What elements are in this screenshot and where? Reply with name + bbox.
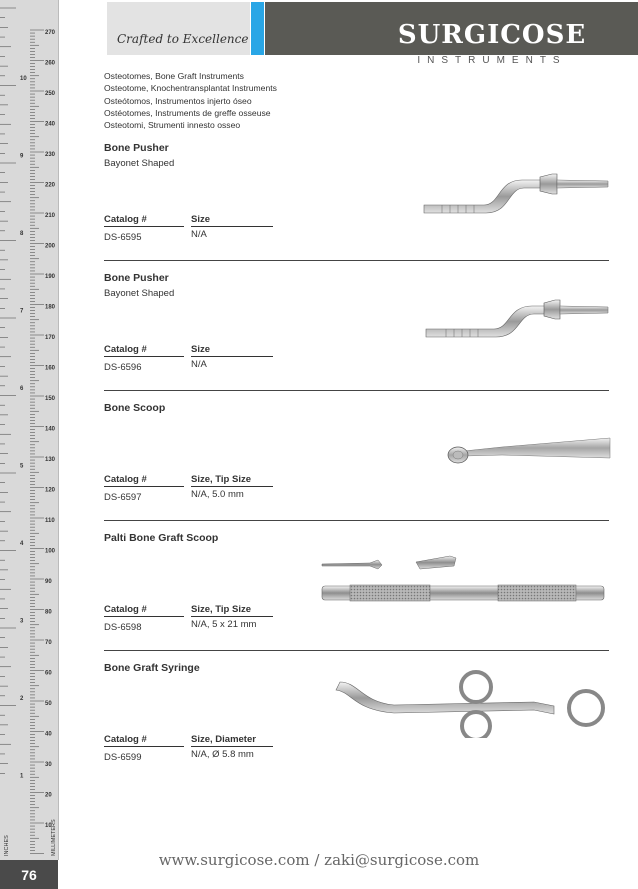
product-entry xyxy=(104,272,609,402)
millimeters-label: MILLIMETERS xyxy=(51,819,57,856)
size-header: Size xyxy=(191,214,273,227)
mm-label: 60 xyxy=(45,670,52,677)
bone-scoop-icon xyxy=(442,434,612,468)
mm-label: 50 xyxy=(45,701,52,707)
ruler xyxy=(0,0,59,860)
category-line: Osteotome, Knochentransplantat Instruments xyxy=(104,83,277,94)
catalog-number: DS-6595 xyxy=(104,232,142,243)
catalog-number: DS-6597 xyxy=(104,492,142,503)
footer-contact: www.surgicose.com / zaki@surgicose.com xyxy=(158,851,480,869)
product-name: Bone Pusher xyxy=(104,272,169,284)
inch-label: 7 xyxy=(20,308,24,315)
category-list xyxy=(104,70,277,131)
product-description: Bayonet Shaped xyxy=(104,158,175,169)
catalog-header: Catalog # xyxy=(104,604,184,617)
catalog-header: Catalog # xyxy=(104,474,184,487)
size-value: N/A, Ø 5.8 mm xyxy=(191,749,254,760)
catalog-header: Catalog # xyxy=(104,734,184,747)
inch-label: 6 xyxy=(20,386,24,392)
inch-label: 9 xyxy=(20,153,24,160)
mm-label: 130 xyxy=(45,457,56,463)
mm-label: 240 xyxy=(45,121,56,128)
brand-logo: SURGICOSE xyxy=(397,20,587,50)
graft-syringe-icon xyxy=(334,668,610,738)
mm-label: 120 xyxy=(45,487,56,494)
mm-label: 150 xyxy=(45,396,56,402)
bone-pusher-icon xyxy=(422,168,612,218)
product-name: Bone Pusher xyxy=(104,142,169,154)
inch-label: 4 xyxy=(20,541,24,547)
size-value: N/A, 5.0 mm xyxy=(191,489,244,500)
size-header: Size, Tip Size xyxy=(191,604,273,617)
catalog-number: DS-6596 xyxy=(104,362,142,373)
catalog-header: Catalog # xyxy=(104,214,184,227)
product-entry xyxy=(104,142,609,272)
mm-label: 160 xyxy=(45,365,56,372)
size-value: N/A xyxy=(191,229,207,240)
product-name: Bone Graft Syringe xyxy=(104,662,200,674)
accent-bar xyxy=(251,2,264,55)
category-line: Osteótomos, Instrumentos injerto óseo xyxy=(104,95,252,106)
divider xyxy=(104,260,609,261)
size-value: N/A, 5 x 21 mm xyxy=(191,619,257,630)
size-header: Size xyxy=(191,344,273,357)
inches-label: INCHES xyxy=(4,835,10,856)
inch-label: 1 xyxy=(20,773,24,780)
divider xyxy=(104,520,609,521)
catalog-header: Catalog # xyxy=(104,344,184,357)
mm-label: 230 xyxy=(45,152,56,158)
mm-label: 250 xyxy=(45,91,56,97)
product-name: Bone Scoop xyxy=(104,402,166,414)
ruler-scale xyxy=(0,0,58,860)
page-number: 76 xyxy=(0,860,58,889)
category-line: Osteotomi, Strumenti innesto osseo xyxy=(104,120,241,131)
bone-pusher-icon xyxy=(424,296,614,346)
mm-label: 220 xyxy=(45,182,56,189)
mm-label: 20 xyxy=(45,792,52,799)
inch-label: 8 xyxy=(20,231,24,237)
mm-label: 190 xyxy=(45,274,56,280)
mm-label: 40 xyxy=(45,731,52,738)
mm-label: 100 xyxy=(45,548,56,555)
product-description: Bayonet Shaped xyxy=(104,288,175,299)
catalog-number: DS-6598 xyxy=(104,622,142,633)
size-header: Size, Diameter xyxy=(191,734,273,747)
mm-label: 170 xyxy=(45,335,56,341)
mm-label: 210 xyxy=(45,213,56,219)
tagline-panel xyxy=(107,2,250,55)
divider xyxy=(104,390,609,391)
mm-label: 270 xyxy=(45,30,56,36)
size-value: N/A xyxy=(191,359,207,370)
inch-label: 10 xyxy=(20,76,27,82)
inch-label: 3 xyxy=(20,618,24,625)
brand-subtitle: INSTRUMENTS xyxy=(417,55,567,66)
mm-label: 140 xyxy=(45,426,56,433)
graft-scoop-icon xyxy=(320,552,610,608)
category-line: Ostéotomes, Instruments de greffe osseuse xyxy=(104,107,271,118)
product-name: Palti Bone Graft Scoop xyxy=(104,532,219,544)
tagline: Crafted to Excellence xyxy=(117,32,249,46)
catalog-number: DS-6599 xyxy=(104,752,142,763)
category-line: Osteotomes, Bone Graft Instruments xyxy=(104,71,244,81)
mm-label: 80 xyxy=(45,609,52,616)
product-entry xyxy=(104,532,609,662)
mm-label: 110 xyxy=(45,518,55,524)
mm-label: 180 xyxy=(45,304,56,311)
divider xyxy=(104,650,609,651)
inch-label: 2 xyxy=(20,696,24,702)
mm-label: 260 xyxy=(45,60,56,67)
mm-label: 200 xyxy=(45,243,56,250)
mm-label: 70 xyxy=(45,640,52,646)
product-entry xyxy=(104,662,609,792)
inch-label: 5 xyxy=(20,463,24,470)
size-header: Size, Tip Size xyxy=(191,474,273,487)
mm-label: 10 xyxy=(45,823,52,829)
product-entry xyxy=(104,402,609,532)
mm-label: 30 xyxy=(45,762,52,768)
mm-label: 90 xyxy=(45,579,52,585)
